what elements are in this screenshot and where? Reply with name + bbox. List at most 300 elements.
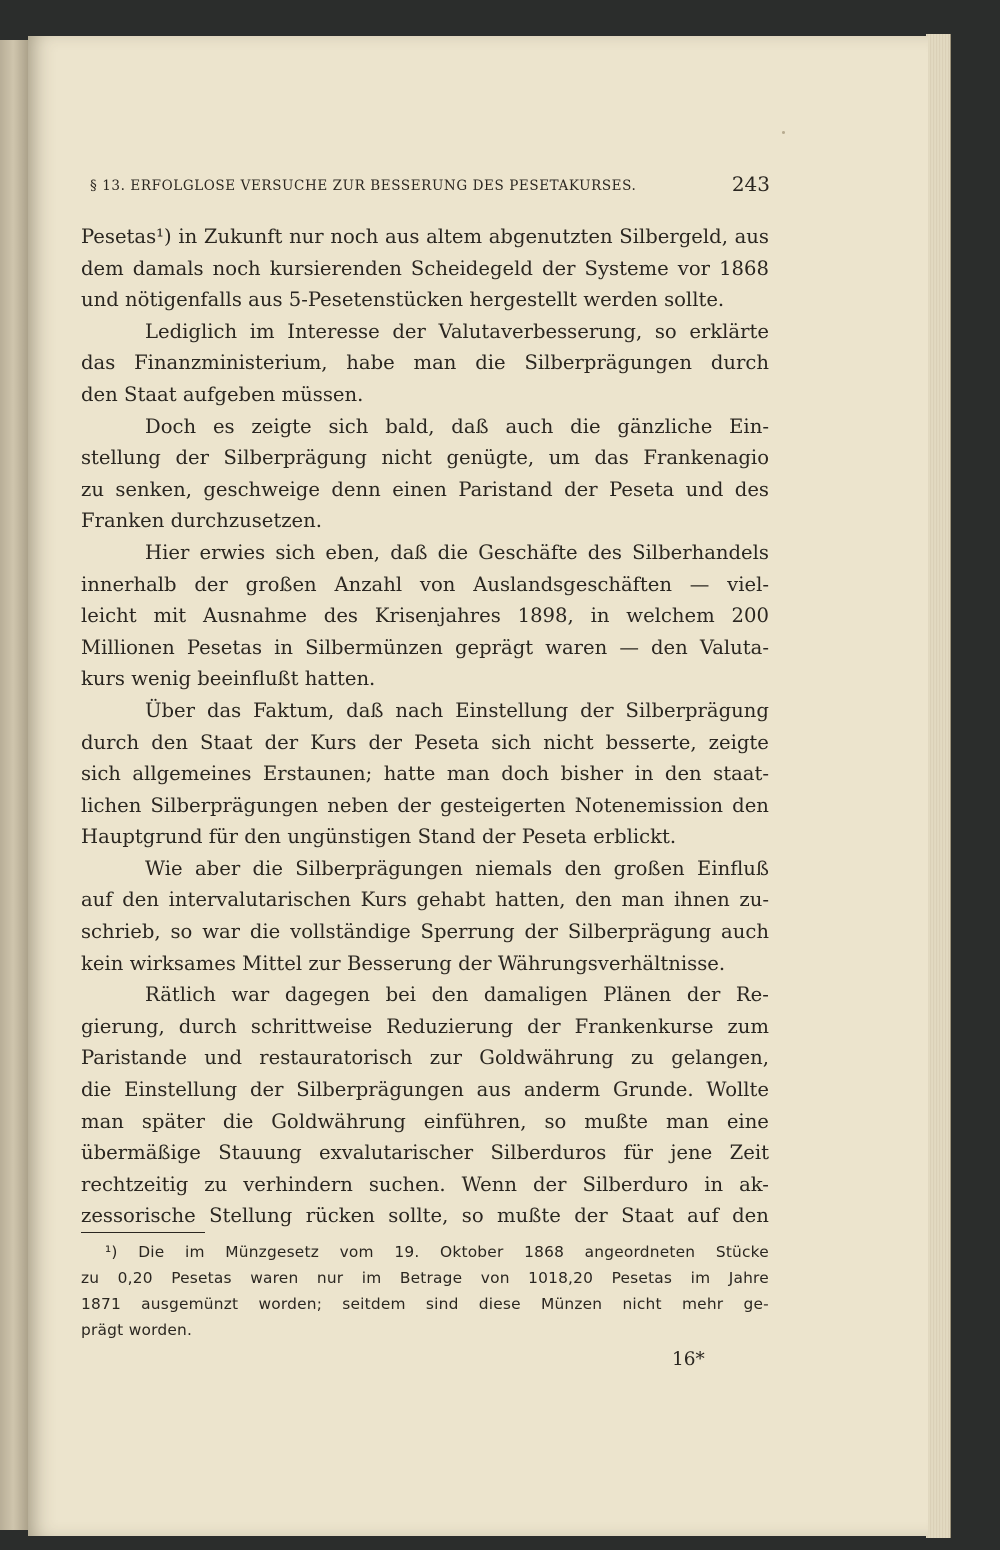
word: eine — [726, 1109, 769, 1133]
text-line — [81, 1200, 769, 1232]
word: Über — [145, 698, 196, 722]
word: im — [361, 1269, 382, 1287]
word: hatten. — [304, 667, 376, 691]
word: Goldwährung — [479, 1046, 614, 1070]
word: innerhalb — [81, 572, 177, 596]
word: 0,20 — [117, 1269, 153, 1287]
word: hatte — [383, 762, 436, 786]
text-line — [81, 758, 769, 790]
word: der — [541, 256, 576, 280]
word: allgemeines — [132, 762, 252, 786]
word: intervalutarischen — [168, 888, 351, 912]
word: Stücke — [715, 1243, 769, 1261]
word: Besserung — [346, 951, 452, 975]
word: mußte — [584, 1109, 649, 1133]
word: für — [623, 1141, 653, 1165]
word: Kurs — [360, 888, 407, 912]
word: Re- — [735, 983, 769, 1007]
word: lichen — [81, 793, 142, 817]
word: Pesetas — [611, 1269, 673, 1287]
word: Peseta — [521, 825, 587, 849]
word: aber — [195, 856, 241, 880]
word: kurs — [81, 667, 125, 691]
word: im — [185, 1243, 205, 1261]
word: Münzen — [540, 1295, 603, 1313]
word: Finanzministerium, — [134, 351, 328, 375]
word: geprägt — [454, 635, 534, 659]
word: erwies — [199, 540, 266, 564]
word: Silberprägungen — [296, 1078, 464, 1102]
word: worden; — [258, 1295, 323, 1313]
signature-mark: 16* — [672, 1349, 705, 1370]
word: bald, — [385, 414, 435, 438]
word: einführen, — [423, 1109, 527, 1133]
word: Mittel — [242, 951, 303, 975]
word: den — [732, 793, 769, 817]
word: Silberprägung — [625, 698, 769, 722]
word: anderm — [523, 1078, 601, 1102]
text-line — [81, 790, 769, 822]
word: Währungsverhältnisse. — [497, 951, 726, 975]
word: Rätlich — [145, 983, 216, 1007]
word: Paristande — [81, 1046, 187, 1070]
text-line — [81, 316, 769, 348]
word: das — [81, 351, 116, 375]
word: Pesetas¹) — [81, 225, 172, 248]
word: staat- — [713, 762, 769, 786]
page-block-edge — [926, 34, 951, 1538]
word: Valutaverbesserung, — [438, 319, 643, 343]
word: Paristand — [458, 477, 553, 501]
word: ¹) — [105, 1243, 118, 1261]
word: die — [437, 540, 469, 564]
word: der — [175, 446, 209, 470]
word: Erstaunen; — [262, 762, 373, 786]
word: worden. — [128, 1321, 193, 1339]
word: durch — [710, 351, 769, 375]
word: angeordneten — [584, 1243, 696, 1261]
word: den — [651, 635, 688, 659]
word: denn — [331, 477, 381, 501]
word: auch — [505, 414, 554, 438]
footnote-line — [81, 1239, 769, 1265]
word: in — [274, 635, 293, 659]
word: sich — [328, 414, 369, 438]
word: der — [527, 1014, 561, 1038]
word: abgenutzten — [488, 225, 613, 248]
running-head-title: § 13. ERFOLGLOSE VERSUCHE ZUR BESSERUNG DES PESETAKURSES. — [90, 178, 637, 194]
word: der — [392, 319, 426, 343]
text-line — [81, 253, 769, 285]
word: — — [619, 635, 639, 659]
word: Krisenjahres — [374, 604, 501, 628]
word: mit — [153, 604, 187, 628]
word: senken, — [115, 477, 192, 501]
text-line — [81, 695, 769, 727]
body-text — [81, 221, 769, 1232]
word: durch — [81, 730, 140, 754]
word: großen — [245, 572, 317, 596]
word: Scheidegeld — [410, 256, 533, 280]
word: besserte, — [605, 730, 697, 754]
word: erblickt. — [593, 825, 677, 849]
word: im — [690, 1269, 711, 1287]
word: ungünstigen — [287, 825, 412, 849]
word: zur — [429, 1046, 463, 1070]
word: nicht — [381, 446, 432, 470]
word: Wie — [145, 856, 183, 880]
word: gänzliche — [617, 414, 713, 438]
word: die — [252, 856, 283, 880]
word: den — [151, 730, 188, 754]
word: von — [480, 1269, 510, 1287]
word: 5-Pesetenstücken — [288, 288, 464, 312]
text-line — [81, 474, 769, 506]
word: aus — [476, 1078, 512, 1102]
word: die — [249, 920, 281, 944]
word: vom — [339, 1243, 374, 1261]
word: 1868 — [719, 256, 769, 280]
word: nur — [316, 1269, 344, 1287]
word: in — [634, 762, 654, 786]
word: verhindern — [243, 1172, 353, 1196]
word: Oktober — [440, 1243, 504, 1261]
word: man — [413, 351, 457, 375]
word: der — [580, 698, 614, 722]
word: von — [419, 572, 456, 596]
word: geschweige — [203, 477, 320, 501]
word: der — [397, 793, 431, 817]
word: sollte, — [388, 1204, 449, 1228]
word: damaligen — [483, 983, 588, 1007]
word: zu — [204, 1172, 228, 1196]
word: sich — [275, 540, 316, 564]
word: der — [250, 1078, 284, 1102]
word: bisher — [560, 762, 624, 786]
word: suchen. — [368, 1172, 446, 1196]
word: Jahre — [728, 1269, 769, 1287]
word: Interesse — [287, 319, 380, 343]
word: hatten, — [494, 888, 566, 912]
text-line — [81, 442, 769, 474]
word: der — [532, 1172, 567, 1196]
text-line — [81, 884, 769, 916]
word: Plänen — [603, 983, 672, 1007]
word: der — [194, 572, 228, 596]
word: kein — [81, 951, 124, 975]
text-line — [81, 1137, 769, 1169]
word: der — [574, 1204, 608, 1228]
word: leicht — [81, 604, 137, 628]
facing-page-edge — [0, 40, 30, 1530]
word: einen — [392, 477, 447, 501]
word: habe — [346, 351, 395, 375]
footnote-line — [81, 1265, 769, 1291]
word: 19. — [394, 1243, 420, 1261]
word: altem — [426, 225, 483, 248]
word: des — [323, 604, 358, 628]
word: Anzahl — [334, 572, 403, 596]
text-line — [81, 1042, 769, 1074]
word: schrittweise — [250, 1014, 373, 1038]
word: aus — [385, 225, 420, 248]
word: Peseta — [414, 730, 480, 754]
word: ak- — [739, 1172, 769, 1196]
word: Grunde. — [612, 1078, 694, 1102]
running-header — [90, 172, 770, 202]
word: der — [686, 983, 721, 1007]
word: später — [141, 1109, 205, 1133]
text-line — [81, 821, 769, 853]
word: der — [458, 951, 492, 975]
word: daß — [390, 540, 428, 564]
word: Silberduros — [490, 1141, 607, 1165]
word: den — [564, 856, 602, 880]
word: und — [685, 477, 724, 501]
word: Einstellung — [124, 1078, 238, 1102]
word: Pesetas — [186, 635, 263, 659]
word: stellung — [81, 446, 161, 470]
text-line — [81, 537, 769, 569]
word: den — [122, 888, 159, 912]
word: gehabt — [416, 888, 486, 912]
word: den — [81, 382, 118, 406]
word: Silberprägung — [223, 446, 367, 470]
word: wirksames — [129, 951, 236, 975]
word: noch — [212, 256, 261, 280]
word: exvalutarischer — [319, 1141, 474, 1165]
word: beeinflußt — [197, 667, 299, 691]
text-line — [81, 505, 769, 537]
text-line — [81, 1011, 769, 1043]
word: daß — [346, 698, 384, 722]
word: Hauptgrund — [81, 825, 203, 849]
word: Franken — [81, 509, 165, 533]
word: gesteigerten — [440, 793, 566, 817]
word: den — [732, 1204, 769, 1228]
text-line — [81, 221, 769, 253]
word: genügte, — [446, 446, 535, 470]
word: für — [208, 825, 239, 849]
word: neben — [327, 793, 389, 817]
word: Doch — [145, 414, 197, 438]
word: prägt — [81, 1321, 124, 1339]
word: Wollte — [706, 1078, 769, 1102]
word: zu- — [739, 888, 769, 912]
word: Staat — [621, 1204, 674, 1228]
word: großen — [613, 856, 685, 880]
text-line — [81, 663, 769, 695]
word: in — [178, 225, 198, 248]
word: Staat — [200, 730, 253, 754]
text-line — [81, 1106, 769, 1138]
text-line — [81, 948, 769, 980]
word: Auslandsgeschäften — [473, 572, 672, 596]
word: — — [689, 572, 710, 596]
word: Einstellung — [455, 698, 569, 722]
word: Geschäfte — [478, 540, 578, 564]
word: auf — [81, 888, 113, 912]
word: zeigte — [708, 730, 769, 754]
word: so — [170, 920, 193, 944]
word: Hier — [145, 540, 190, 564]
word: so — [544, 1109, 567, 1133]
word: Die — [138, 1243, 165, 1261]
word: die — [570, 414, 601, 438]
text-line — [81, 979, 769, 1011]
word: durchzusetzen. — [170, 509, 322, 533]
word: Silberprägungen — [150, 793, 319, 817]
word: Sperrung — [420, 920, 515, 944]
word: der — [564, 477, 598, 501]
text-line — [81, 916, 769, 948]
text-line — [81, 569, 769, 601]
word: ihnen — [674, 888, 730, 912]
text-line — [81, 600, 769, 632]
word: Reduzierung — [386, 1014, 514, 1038]
footnote-line — [81, 1291, 769, 1317]
text-line — [81, 411, 769, 443]
word: 200 — [731, 604, 769, 628]
word: wenig — [131, 667, 191, 691]
word: mehr — [681, 1295, 724, 1313]
word: Lediglich — [145, 319, 238, 343]
word: hergestellt — [469, 288, 578, 312]
word: 1898, — [517, 604, 574, 628]
word: war — [202, 920, 241, 944]
word: waren — [545, 635, 608, 659]
word: Silberprägungen — [524, 351, 693, 375]
word: man — [446, 762, 490, 786]
word: Pesetas — [171, 1269, 232, 1287]
word: des — [587, 540, 622, 564]
word: den — [431, 983, 469, 1007]
word: sind — [425, 1295, 459, 1313]
word: zessorische — [81, 1204, 196, 1228]
word: Systeme — [584, 256, 669, 280]
word: nötigenfalls — [125, 288, 242, 312]
word: man — [81, 1109, 124, 1133]
word: und — [204, 1046, 243, 1070]
footnote-line — [81, 1317, 769, 1343]
word: im — [249, 319, 275, 343]
word: eben, — [325, 540, 381, 564]
text-line — [81, 347, 769, 379]
paper-speck — [782, 131, 785, 134]
word: seitdem — [342, 1295, 406, 1313]
word: Betrage — [399, 1269, 463, 1287]
word: kursierenden — [269, 256, 402, 280]
word: damals — [132, 256, 204, 280]
word: welchem — [626, 604, 715, 628]
word: sich — [81, 762, 121, 786]
word: so — [654, 319, 677, 343]
word: des — [734, 477, 769, 501]
word: Stellung — [209, 1204, 293, 1228]
word: um — [548, 446, 580, 470]
word: Stauung — [218, 1141, 302, 1165]
word: Silbergeld, — [619, 225, 728, 248]
word: niemals — [475, 856, 553, 880]
word: in — [590, 604, 610, 628]
word: man — [621, 888, 665, 912]
word: ge- — [743, 1295, 769, 1313]
footnote — [81, 1239, 769, 1343]
word: Zukunft — [203, 225, 283, 248]
word: das — [206, 698, 242, 722]
word: 1018,20 — [528, 1269, 594, 1287]
word: nach — [395, 698, 444, 722]
word: Silberprägungen — [295, 856, 463, 880]
word: nicht — [622, 1295, 662, 1313]
word: Silbermünzen — [305, 635, 443, 659]
word: 1871 — [81, 1295, 121, 1313]
word: der — [481, 825, 516, 849]
text-line — [81, 379, 769, 411]
word: Goldwährung — [271, 1109, 406, 1133]
text-line — [81, 853, 769, 885]
word: jene — [670, 1141, 713, 1165]
word: zu — [81, 477, 104, 501]
word: restauratorisch — [259, 1046, 413, 1070]
word: übermäßige — [81, 1141, 201, 1165]
word: rechtzeitig — [81, 1172, 189, 1196]
word: vollständige — [290, 920, 411, 944]
word: erklärte — [689, 319, 769, 343]
word: es — [212, 414, 235, 438]
word: Silberduro — [582, 1172, 689, 1196]
word: Valuta- — [699, 635, 769, 659]
word: Silberhandels — [632, 540, 769, 564]
word: Stand — [417, 825, 476, 849]
word: Ausnahme — [203, 604, 307, 628]
word: auf — [687, 1204, 719, 1228]
word: den — [244, 825, 282, 849]
word: Zeit — [729, 1141, 769, 1165]
word: diese — [478, 1295, 521, 1313]
word: sollte. — [664, 288, 725, 312]
word: ausgemünzt — [141, 1295, 239, 1313]
word: müssen. — [281, 382, 364, 406]
word: sich — [491, 730, 532, 754]
word: Peseta — [609, 477, 675, 501]
word: aus — [734, 225, 769, 248]
word: vor — [677, 256, 711, 280]
footnote-rule — [81, 1232, 205, 1233]
word: Münzgesetz — [225, 1243, 319, 1261]
word: Wenn — [461, 1172, 517, 1196]
word: war — [231, 983, 270, 1007]
word: den — [664, 762, 702, 786]
word: Frankenagio — [643, 446, 769, 470]
word: zur — [308, 951, 341, 975]
word: Silberprägung — [567, 920, 712, 944]
word: doch — [501, 762, 550, 786]
word: gierung, — [81, 1014, 165, 1038]
word: aus — [248, 288, 283, 312]
word: nur — [289, 225, 324, 248]
word: gelangen, — [671, 1046, 769, 1070]
word: zu — [631, 1046, 654, 1070]
word: zum — [727, 1014, 769, 1038]
word: mußte — [497, 1204, 561, 1228]
word: der — [264, 730, 299, 754]
word: Ein- — [729, 414, 769, 438]
word: der — [368, 730, 403, 754]
word: noch — [330, 225, 379, 248]
word: und — [81, 288, 119, 312]
word: die — [475, 351, 506, 375]
